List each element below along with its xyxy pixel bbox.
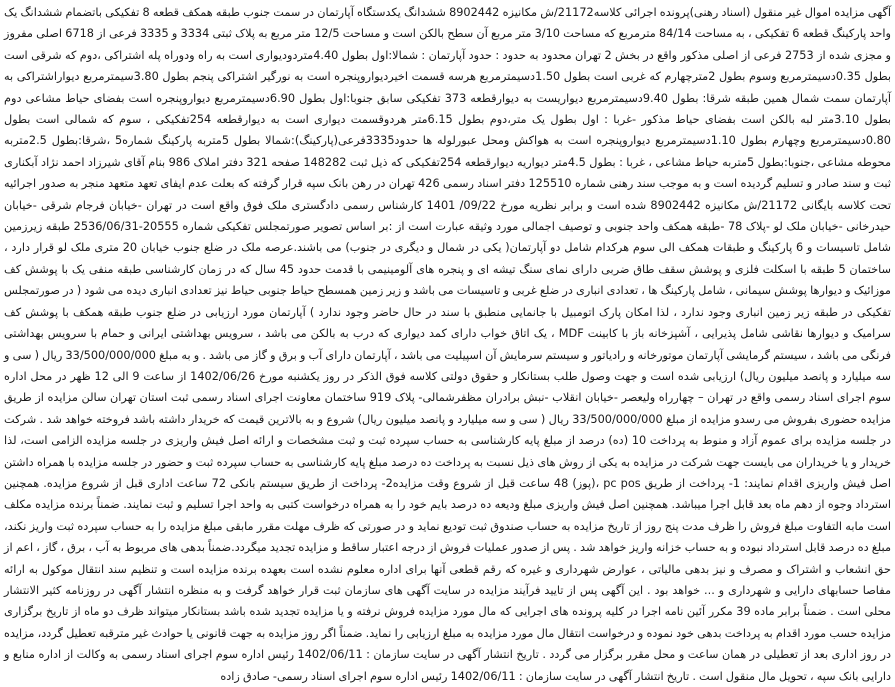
auction-notice-text: آگهی مزایده اموال غیر منقول (اسناد رهنی)پرونده اجرائی کلاسه21172/ش مکانیزه 8902442 ششدانگ یکدستگاه آپارتمان در سمت جنوب طبقه همکف قطعه 8 تفکیکی باتضمام ششدانگ یک واحد پارکینگ قطعه 6 تفکیکی ، به مساحت 84/14 مترمربع که مساحت 3/10 متر مربع آن سطح بالکن است و مساحت 12/5 متر مربع به پلاک ثبتی 3334 و 3335 فرعی از 6718 اصلی مفروز و مجزی شده از 2753 فرعی از اصلی مذکور واقع در بخش 2 تهران محدود به حدود : حدود آپارتمان : شمالا:اول بطول 4.40متردودیواری است به راه ودوراه پله اشتراکی ،دوم که شرقی است بطول 0.35دسیمترمربع وسوم بطول 2مترچهارم که غربی است بطول 1.50دسیمترمربع هرسه قسمت اخیردیواروپنجره است به نورگیر اشتراکی پنجم بطول 3.80سیمترمربع دیواراشتراکی به آپارتمان سمت شمال همین طبقه شرقا: بطول 9.40دسیمترمربع دیواریست به دیوارقطعه 373 تفکیکی سابق جنوبا:اول بطول 6.90دسیمترمربع دیواروپنجره است بفضای حیاط مشاعی دوم بطول 3.10متر لبه بالکن است بفضای حیاط مذکور -غربا : اول بطول یک متر،دوم بطول 6.15متر هردوقسمت دیواری است به دیوارقطعه 254تفکیکی ، سوم که شمالی است بطول 0.80دسیمترمربع وچهارم بطول 1.10دسیمترمربع دیواروپنجره است به هواکش ومحل عبورلوله ها حدود3335فرعی(پارکینگ):شمالا بطول 5متربه پارکینگ شماره5 ،شرقا:بطول 2.5متربه محوطه مشاعی ،جنوبا:بطول 5متربه حیاط مشاعی ، غربا : بطول 4.5متر دیواریه دیوارقطعه 254تفکیکی که ذیل ثبت 148282 صفحه 321 دفتر املاک 986 بنام آقای شیرزاد احمد نژاد آبکناری ثبت و سند صادر و تسلیم گردیده است و به موجب سند رهنی شماره 125510 دفتر اسناد رسمی 426 تهران در رهن بانک سپه قرار گرفته که بعلت عدم ایفای تعهد متعهد منجر به صدور اجرائیه تحت کلاسه بایگانی 21172/ش مکانیزه 8902442 شده است و برابر نظریه مورخ 09/22/ 1401 کارشناس رسمی دادگستری ملک فوق واقع است در تهران -خیابان فرجام شرقی -خیابان حیدرخانی -خیابان ملک لو -پلاک 78 -طبقه همکف واحد جنوبی و توصیف اجمالی مورد وثیقه عبارت است از :بر اساس تصویر صورتمجلس تفکیکی شماره 20555-2536/06/31 طبقه زیرزمین شامل تاسیسات و 6 پارکینگ و طبقات همکف الی سوم هرکدام شامل دو آپارتمان( یکی در شمال و دیگری در جنوب) می باشند.عرصه ملک در ضلع جنوب خیابان 20 متری ملک لو قرار دارد ، ساختمان 5 طبقه با اسکلت فلزی و پوشش سقف طاق ضربی دارای نمای سنگ تیشه ای و پنجره های آلومینیمی با قدمت حدود 45 سال که در زمان کارشناسی طبقه منفی یک با پوشش کف موزائیک و دیوارها پوشش سیمانی ، شامل پارکینگ ها ، تعدادی انباری در ضلع غربی و تاسیسات می باشد و زیر زمین همسطح حیاط جنوبی حیاط نیز تعدادی انباری دیده می شود ( در صورتمجلس تفکیکی در طبقه زیر زمین انباری وجود ندارد ، لذا امکان پارک اتومبیل با جانمایی منطبق با سند در حال حاضر وجود ندارد ) آپارتمان مورد ارزیابی در ضلع جنوب طبقه همکف با پوشش کف سرامیک و دیوارها نقاشی شامل پذیرایی ، آشپزخانه باز با کابینت MDF ، یک اتاق خواب دارای کمد دیواری که درب به بالکن می باشد ، سرویس بهداشتی ایرانی و حمام با سرویس بهداشتی فرنگی می باشد ، سیستم گرمایشی آپارتمان موتورخانه و رادیاتور و سیستم سرمایش آن اسپیلیت می باشد ، آپارتمان دارای آب و برق و گاز می باشد . و به مبلغ 33/500/000/000 ریال ( سی و سه میلیارد و پانصد میلیون ریال) ارزیابی شده است و جهت وصول طلب بستانکار و حقوق دولتی کلاسه فوق الذکر در روز یکشنبه مورخ 1402/06/26 از ساعت 9 الی 12 ظهر در محل اداره سوم اجرای اسناد رسمی واقع در تهران – چهارراه ولیعصر -خیابان انقلاب -نبش برادران مظفرشمالی- پلاک 919 ساختمان معاونت اجرای اسناد رسمی ثبت استان تهران سالن مزایده از طریق مزایده حضوری بفروش می رسدو مزایده از مبلغ 33/500/000/000 ریال ( سی و سه میلیارد و پانصد میلیون ریال) شروع و به بالاترین قیمت که خریدار داشته باشد فروخته خواهد شد . شرکت در جلسه مزایده برای عموم آزاد و منوط به پرداخت 10 (ده) درصد از مبلغ پایه کارشناسی به حساب سپرده ثبت و ثبت مشخصات و ارائه اصل فیش واریزی در جلسه مزایده الزامی است، لذا خریدار و یا خریداران می بایست جهت شرکت در مزایده به یکی از روش های ذیل نسبت به پرداخت ده درصد مبلغ پایه کارشناسی به حساب سپرده ثبت و حضور در جلسه مزایده با همراه داشتن اصل فیش واریزی اقدام نمایند: 1- پرداخت از طریق pc pos ،(پوز) 48 ساعت قبل از شروع وقت مزایده2- پرداخت از طریق سیستم بانکی 72 ساعت اداری قبل از شروع مزایده. همچنین استرداد وجوه از دهم ماه بعد قابل اجرا میباشد. همچنین اصل فیش واریزی مبلغ ودیعه ده درصد بایم خود را به همراه درخواست کتبی به واحد اجرا تسلیم و ثبت نمایند. ضمناً برنده مزایده مکلف است مابه التفاوت مبلغ فروش را ظرف مدت پنج روز از تاریخ مزایده به حساب صندوق ثبت تودیع نماید و در صورتی که ظرف مهلت مقرر مابقی مبلغ مزایده را به حساب سپرده ثبت واریز نکند، مبلغ ده درصد قابل استرداد نبوده و به حساب خزانه واریز خواهد شد . پس از صدور عملیات فروش از درجه اعتبار ساقط و مزایده تجدید میگردد.ضمناً بدهی های مربوط به آب ، برق ، گاز ، اعم از حق انشعاب و اشتراک و مصرف و نیز بدهی مالیاتی ، عوارض شهرداری و غیره که رقم قطعی آنها برای اداره معلوم نشده است بعهده برنده مزایده است و تنظیم سند انتقال موکول به ارائه مفاصا حسابهای دارایی و شهرداری و ... خواهد بود . این آگهی پس از تایید فرآیند مزایده در سایت آگهی های سازمان ثبت قرار خواهد گرفت و به منظره انتشار آگهی در روزنامه کثیر الانتشار محلی است . ضمناً برابر ماده 39 مکرر آئین نامه اجرا در کلیه پرونده های اجرایی که مال مورد مزایده فروش نرفته و یا مزایده تجدید شده باشد بستانکار میتواند ظرف دو ماه از تاریخ برگزاری مزایده حسب مورد اقدام به پرداخت بدهی خود نموده و درخواست انتقال مال مورد مزایده به مبلغ ارزیابی را نماید. ضمناً اگر روز مزایده به جهت قانونی یا حوادث غیر مترقبه تعطیل گردد، مزایده در روز اداری بعد از تعطیلی در همان ساعت و محل مقرر برگزار می گردد . تاریخ انتشار آگهی در سایت سازمان : 1402/06/11 رئیس اداره سوم اجرای اسناد رسمی به وکالت از اداره منابع و دارایی بانک سپه ، تحویل مال منقول است . تاریخ انتشار آگهی در سایت سازمان : 1402/06/11 رئیس اداره سوم اجرای اسناد رسمی- صادق زاده [4,6,892,683]
